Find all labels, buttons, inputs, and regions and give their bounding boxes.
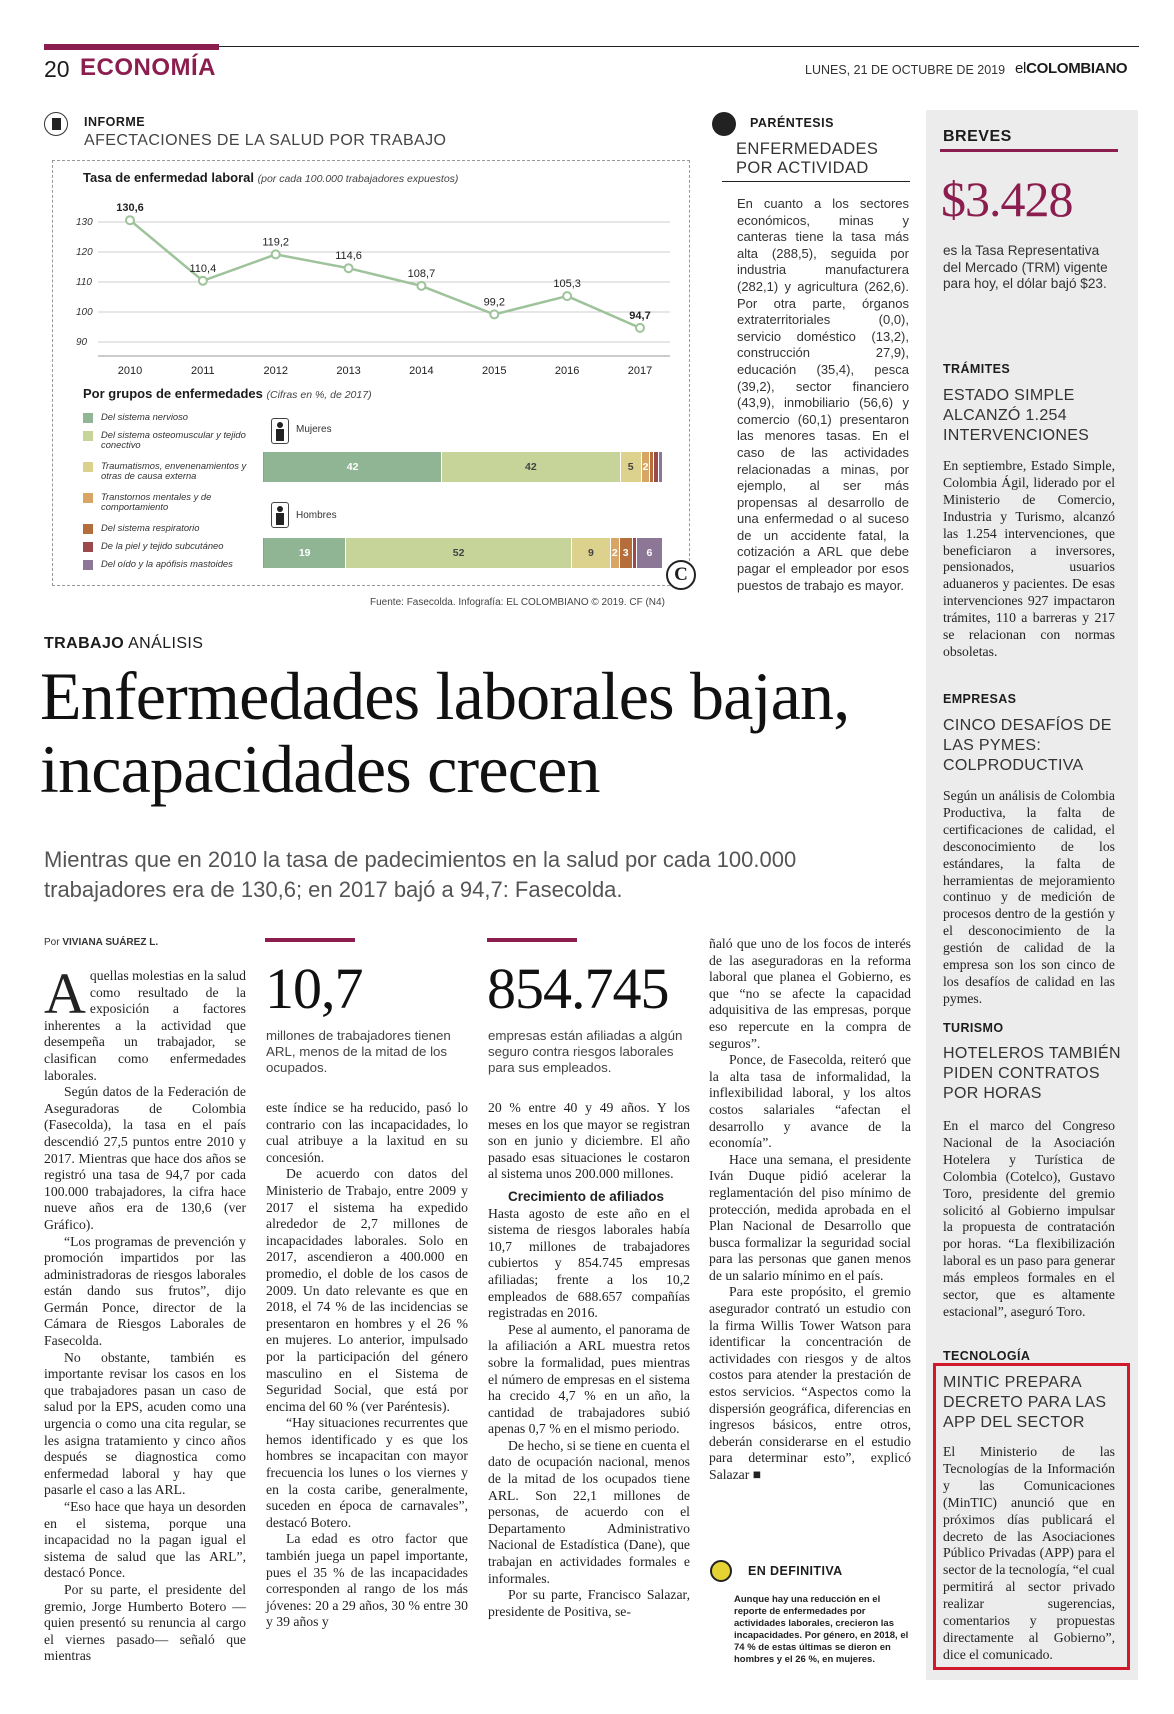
legend-swatch [83, 413, 93, 423]
men-label: Hombres [296, 510, 337, 521]
bar-segment: 2 [611, 538, 620, 568]
legend-item [83, 412, 258, 430]
data-label: 119,2 [262, 236, 290, 249]
legend-item [83, 461, 258, 492]
legend-label: Del oído y la apófisis mastoides [101, 558, 233, 569]
data-point [126, 216, 134, 224]
legend-item [83, 492, 258, 523]
section-title: ECONOMÍA [80, 54, 216, 81]
date-line: LUNES, 21 DE OCTUBRE DE 2019 [805, 63, 1006, 77]
brief-title-tramites: ESTADO SIMPLE ALCANZÓ 1.254 INTERVENCIONES [943, 387, 1090, 444]
bar-segment: 3 [620, 538, 633, 568]
article-column-4: ñaló que uno de los focos de interés de las aseguradoras en la reforma laboral que planea el Gobierno, es que “no se afecte la capacidad adquisitiva de las empresas, porque eso repercute en la compra de seguros”. Ponce, de Fasecolda, reiteró que la alta tasa de informalidad, la inflexibilidad laboral, y los altos costos salariales “afectan el desarrollo y avance de la economía”. Hace una semana, el presidente Iván Duque pidió acelerar la reglamentación del piso mínimo de protección, medida aprobada en el Plan Nacional de Desarrollo que busca formalizar la seguridad social para las personas que ganen menos de un salario mínimo en el país. Para este propósito, el gremio asegurador contrató un estudio con la firma Willis Tower Watson para identificar la concentración de actividades con riesgos y de altos costos para atender la prestación de estos servicios. “Aspectos como la dispersión geográfica, diferencias en ingresos básicos, entre otros, deberán considerarse en el estudio para determinar esto”, explicó Salazar ■ [709, 936, 911, 1482]
data-label: 130,6 [116, 202, 144, 215]
brief-title-turismo: HOTELEROS TAMBIÉN PIDEN CONTRATOS POR HORAS [943, 1045, 1121, 1102]
x-tick-label: 2016 [554, 365, 580, 377]
stat-1-number: 10,7 [265, 956, 363, 1021]
brief-body-empresas: Según un análisis de Colombia Productiva, la falta de certificaciones de calidad, el desconocimiento de los estándares, la falta de herramientas de mejoramiento continuo y de medición de procesos dentro de la gestión y el desconocimiento de la gestión de calidad de la empresa son los son cinco de los desafíos de calidad en las pymes. [943, 788, 1115, 1006]
pin-icon [712, 112, 736, 136]
line-chart [70, 190, 670, 380]
data-label: 108,7 [407, 267, 436, 280]
stat-2-rule [487, 938, 577, 942]
legend-swatch [83, 524, 93, 534]
women-stacked-bar [263, 452, 663, 482]
bar-segment: 5 [621, 452, 642, 482]
x-tick-label: 2017 [627, 365, 653, 377]
brief-title-empresas: CINCO DESAFÍOS DE LAS PYMES: COLPRODUCTIVA [943, 717, 1112, 774]
brief-title-tecnologia: MINTIC PREPARA DECRETO PARA LAS APP DEL SECTOR [943, 1374, 1107, 1431]
woman-icon [271, 418, 289, 444]
bar-segment: 9 [572, 538, 611, 568]
infographic-source: Fuente: Fasecolda. Infografía: EL COLOMBIANO © 2019. CF (N4) [370, 597, 665, 608]
parentesis-title: ENFERMEDADES POR ACTIVIDAD [736, 140, 879, 177]
data-point [272, 250, 280, 258]
trm-price: $3.428 [941, 171, 1073, 227]
header-rule [219, 46, 1139, 47]
page-number: 20 [44, 56, 70, 82]
men-stacked-bar [263, 538, 663, 568]
legend-swatch [83, 560, 93, 570]
x-tick-label: 2011 [191, 365, 215, 377]
brand-logo: elCOLOMBIANO [1015, 60, 1128, 77]
article-column-2: este índice se ha reducido, pasó lo contrario con las incapacidades, lo cual atribuye a la laxitud en su concesión. De acuerdo con datos del Ministerio de Trabajo, entre 2009 y 2017 el sistema ha expedido alrededor de 2,7 millones de incapacidades laborales. Solo en 2017, ascendieron a 400.000 en promedio, el doble de los casos de 2009. Un dato relevante es que en 2018, el 74 % de las incidencias se presentaron en hombres y el 26 % en mujeres. Lo anterior, impulsado por la participación del género masculino en el Sistema de Seguridad Social, que está por encima del 60 % (ver Paréntesis). “Hay situaciones recurrentes que hemos identificado y es que los hombres se incapacitan con mayor frecuencia los lunes o los viernes y en la costa caribe, generalmente, suceden en época de carnavales”, destacó Botero. La edad es otro factor que también juega un papel importante, pues el 35 % de las incapacidades corresponden al rango de los más jóvenes: 20 a 29 años, 30 % entre 30 y 39 años y [266, 1100, 468, 1630]
y-tick-label: 100 [76, 307, 93, 318]
legend-swatch [83, 542, 93, 552]
stat-2-text: empresas están afiliadas a algún seguro contra riesgos laborales para sus empleados. [488, 1028, 683, 1075]
stat-1-text: millones de trabajadores tienen ARL, menos de la mitad de los ocupados. [266, 1028, 451, 1075]
brief-category-tramites: TRÁMITES [943, 362, 1011, 376]
y-tick-label: 120 [76, 247, 93, 258]
y-tick-label: 110 [76, 277, 92, 288]
parentesis-rule [722, 181, 910, 182]
legend-item [83, 430, 258, 461]
summary-label: EN DEFINITIVA [748, 1564, 843, 1578]
data-label: 114,6 [335, 250, 362, 263]
legend-label: De la piel y tejido subcutáneo [101, 540, 224, 551]
report-icon [44, 112, 68, 136]
infographic-label: INFORME [84, 115, 146, 129]
bar-segment [659, 452, 663, 482]
bar-segment: 52 [346, 538, 572, 568]
summary-icon [710, 1560, 732, 1582]
breves-rule [940, 149, 1118, 152]
legend-item [83, 523, 258, 541]
brief-category-tecnologia: TECNOLOGÍA [943, 1349, 1031, 1363]
article-headline: Enfermedades laborales bajan, incapacidades crecen [40, 658, 850, 807]
legend-label: Transtornos mentales y de comportamiento [101, 491, 212, 512]
legend-label: Del sistema nervioso [101, 411, 189, 422]
bar-segment: 42 [264, 452, 442, 482]
legend-swatch [83, 431, 93, 441]
data-point [490, 310, 498, 318]
drop-cap: A [44, 961, 86, 1026]
legend-swatch [83, 493, 93, 503]
x-tick-label: 2013 [336, 365, 361, 377]
article-kicker: TRABAJO ANÁLISIS [44, 635, 204, 652]
stat-1-rule [265, 938, 355, 942]
article-column-1: Aquellas molestias en la salud como resultado de la exposición a factores inherentes a la actividad que desempeña un trabajador, se clasifican como enfermedades laborales. Según datos de la Federación de Aseguradoras de Colombia (Fasecolda), la tasa en el país descendió 27,5 puntos entre 2010 y 2017. Mientras que hace dos años se registró una tasa de 94,7 por cada 100.000 trabajadores, la cifra hace nueve años era de 130,6 (ver Gráfico). “Los programas de prevención y promoción impartidos por las administradoras de riesgos laborales están dando sus frutos”, dijo Germán Ponce, director de la Cámara de Riesgos Laborales de Fasecolda. No obstante, también es importante revisar los casos en los que trabajadores pasan un caso de salud por la EPS, acuden como una urgencia o como una cita regular, se les asigna tratamiento y cinco años después se diagnostica como enfermedad laboral y hay que pasarle el caso a las ARL. “Eso hace que haya un desorden en el sistema, porque una incapacidad no la pagan igual el sistema de salud que las ARL”, destacó Ponce. Por su parte, el presidente del gremio, Jorge Humberto Botero —quien presentó su renuncia al cargo el viernes pasado— señaló que mientras [44, 961, 246, 1664]
y-tick-label: 130 [76, 217, 93, 228]
data-label: 110,4 [189, 262, 217, 275]
groups-chart-title: Por grupos de enfermedades (Cifras en %, de 2017) [83, 386, 372, 401]
bar-segment: 6 [637, 538, 663, 568]
infographic-title: AFECTACIONES DE LA SALUD POR TRABAJO [84, 132, 447, 149]
data-point [417, 282, 425, 290]
brief-body-tramites: En septiembre, Estado Simple, Colombia Ágil, liderado por el Ministerio de Comercio, Industria y Turismo, alcanzó las 1.254 intervenciones, que beneficiaron a inversores, pensionados, usuarios aduaneros y pacientes. De esas intervenciones 927 impactaron trámites, 110 a barreras y 217 se relacionan con normas obsoletas. [943, 458, 1115, 659]
legend-label: Del sistema osteomuscular y tejido conectivo [101, 429, 246, 450]
line-chart-title: Tasa de enfermedad laboral (por cada 100.000 trabajadores expuestos) [83, 170, 459, 185]
y-tick-label: 90 [76, 337, 88, 348]
trm-description: es la Tasa Representativa del Mercado (TRM) vigente para hoy, el dólar bajó $23. [943, 243, 1108, 292]
data-label: 105,3 [553, 278, 581, 291]
stat-2-number: 854.745 [487, 956, 669, 1021]
brief-category-empresas: EMPRESAS [943, 692, 1017, 706]
groups-legend [83, 412, 258, 577]
legend-item [83, 541, 258, 559]
colombiano-c-logo: C [666, 560, 696, 590]
byline: Por VIVIANA SUÁREZ L. [44, 937, 159, 948]
data-label: 99,2 [483, 296, 505, 309]
x-tick-label: 2012 [263, 365, 288, 377]
brief-body-tecnologia: El Ministerio de las Tecnologías de la Información y las Comunicaciones (MinTIC) anunció que en próximos días publicará el decreto de las Asociaciones Público Privadas (APP) para el sector de la tecnología, “el cual permitirá al sector privado realizar sugerencias, comentarios y propuestas directamente al Gobierno”, dice el comunicado. [943, 1444, 1115, 1662]
man-icon [271, 502, 289, 528]
article-column-3: 20 % entre 40 y 49 años. Y los meses en los que mayor se registran son en junio y diciembre. El año pasado esas situaciones le costaron al sistema unos 200.000 millones. Crecimiento de afiliados Hasta agosto de este año en el sistema de riesgos laborales había 10,7 millones de trabajadores cubiertos y 854.745 empresas afiliadas; frente a los 10,2 empleados de 688.657 compañías registradas en 2016. Pese al aumento, el panorama de la afiliación a ARL muestra retos sobre la formalidad, pues mientras el número de empresas en el sistema ha crecido 4,7 % en un año, la cantidad de trabajadores subió apenas 0,7 % en el mismo periodo. De hecho, si se tiene en cuenta el dato de ocupación nacional, menos de la mitad de los ocupados tiene ARL. Son 22,1 millones de personas, de acuerdo con el Departamento Administrativo Nacional de Estadística (Dane), que trabajan en actividades formales e informales. Por su parte, Francisco Salazar, presidente de Positiva, se- [488, 1100, 690, 1619]
data-point [636, 324, 644, 332]
bar-segment: 42 [442, 452, 620, 482]
x-tick-label: 2014 [409, 365, 434, 377]
parentesis-label: PARÉNTESIS [750, 116, 834, 130]
x-tick-label: 2010 [117, 365, 143, 377]
breves-label: BREVES [943, 128, 1012, 145]
women-label: Mujeres [296, 424, 332, 435]
data-point [563, 292, 571, 300]
bar-segment: 2 [642, 452, 650, 482]
data-point [345, 264, 353, 272]
section-accent-bar [44, 44, 219, 50]
legend-swatch [83, 462, 93, 472]
brief-body-turismo: En el marco del Congreso Nacional de la Asociación Hotelera y Turística de Colombia (Cotelco), Gustavo Toro, presidente del gremio solicitó al Gobierno impulsar la propuesta de contratación por horas. “La flexibilización laboral es un paso para generar más empleos formales en el sector, que es altamente estacional”, aseguró Toro. [943, 1118, 1115, 1319]
x-tick-label: 2015 [482, 365, 507, 377]
bar-segment: 19 [264, 538, 346, 568]
parentesis-body: En cuanto a los sectores económicos, minas y canteras tiene la tasa más alta (288,5), seguida por industria manufacturera (282,1) y agricultura (262,6). Por otra parte, órganos extraterritoriales (0,0), servicio doméstico (13,2), construcción 27,9), educación (35,4), pesca (39,2), sector financiero (43,9), inmobiliario (56,6) y comercio (60,1) presentaron las menores tasas. En el caso de las actividades relacionadas a minas, por ejemplo, al ser más propensas al desarrollo de una enfermedad o al suceso de un accidente fatal, la cotización a ARL que debe pagar el empleador por esos puestos de trabajo es mayor. [737, 196, 909, 593]
legend-label: Traumatismos, envenenamientos y otras de causa externa [101, 460, 247, 481]
article-dek: Mientras que en 2010 la tasa de padecimientos en la salud por cada 100.000 trabajadores era de 130,6; en 2017 bajó a 94,7: Fasecolda. [44, 847, 797, 902]
legend-item [83, 559, 258, 577]
data-label: 94,7 [629, 309, 651, 322]
legend-label: Del sistema respiratorio [101, 522, 200, 533]
brief-category-turismo: TURISMO [943, 1021, 1004, 1035]
data-point [199, 277, 207, 285]
summary-text: Aunque hay una reducción en el reporte de enfermedades por actividades laborales, crecieron las incapacidades. Por género, en 2018, el 74 % de estas últimas se dieron en hombres y el 26 %, en mujeres. [734, 1594, 909, 1665]
